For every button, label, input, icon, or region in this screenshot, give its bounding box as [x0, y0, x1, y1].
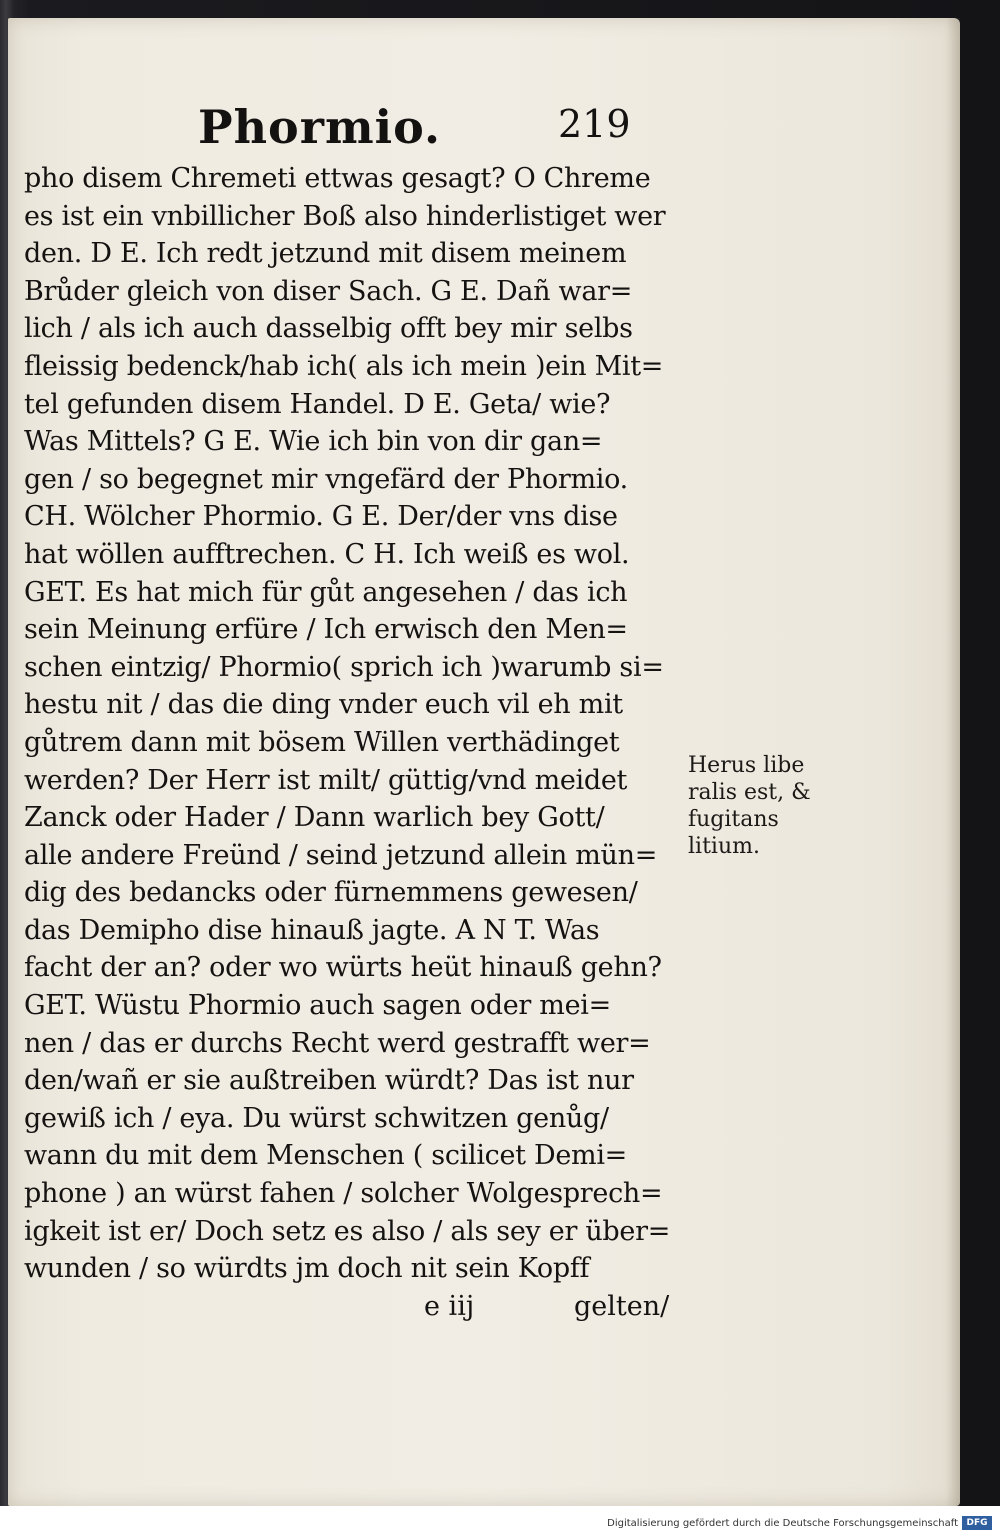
text-line: werden? Der Herr ist milt/ güttig/vnd meidet [24, 764, 628, 796]
text-line: gůtrem dann mit bösem Willen verthädinget [24, 726, 620, 758]
text-line: den. D E. Ich redt jetzund mit disem meinem [24, 238, 627, 270]
text-line: fleissig bedenck/hab ich( als ich mein )ein Mit= [24, 350, 664, 382]
text-line: Brůder gleich von diser Sach. G E. Dañ war= [24, 275, 633, 307]
text-line: wann du mit dem Menschen ( scilicet Demi= [24, 1140, 627, 1172]
text-line: wunden / so würdts jm doch nit sein Kopff [24, 1253, 590, 1285]
page-edge-shadow [946, 18, 960, 1506]
body-text [24, 160, 684, 1325]
running-head: Phormio. [198, 100, 441, 154]
text-line: den/wañ er sie außtreiben würdt? Das ist nur [24, 1065, 634, 1097]
footer-line [24, 1288, 684, 1326]
text-line: gen / so begegnet mir vngefärd der Phormio. [24, 463, 628, 495]
funding-credit: Digitalisierung gefördert durch die Deutsche Forschungsgemeinschaft [607, 1518, 958, 1529]
text-line: igkeit ist er/ Doch setz es also / als sey er über= [24, 1215, 671, 1247]
text-line: sein Meinung erfüre / Ich erwisch den Men= [24, 614, 628, 646]
text-line: Zanck oder Hader / Dann warlich bey Gott/ [24, 802, 605, 834]
marginal-note-line: litium. [688, 834, 760, 859]
text-line: schen eintzig/ Phormio( sprich ich )warumb si= [24, 651, 664, 683]
signature-mark: e iij [424, 1290, 475, 1322]
catchword: gelten/ [574, 1290, 670, 1322]
text-line: dig des bedancks oder fürnemmens gewesen/ [24, 877, 638, 909]
text-line: alle andere Freünd / seind jetzund allein mün= [24, 839, 658, 871]
marginal-note-line: fugitans [688, 807, 779, 832]
marginal-note-line: ralis est, & [688, 780, 811, 805]
text-line: tel gefunden disem Handel. D E. Geta/ wie? [24, 388, 611, 420]
text-line: lich / als ich auch dasselbig offt bey mir selbs [24, 313, 633, 345]
text-line: hestu nit / das die ding vnder euch vil eh mit [24, 689, 623, 721]
marginal-note-line: Herus libe [688, 753, 805, 778]
text-line: gewiß ich / eya. Du würst schwitzen genůg/ [24, 1102, 609, 1134]
text-line: CH. Wölcher Phormio. G E. Der/der vns dise [24, 501, 618, 533]
page-header [198, 100, 638, 160]
text-line: nen / das er durchs Recht werd gestrafft wer= [24, 1027, 651, 1059]
text-line: das Demipho dise hinauß jagte. A N T. Was [24, 914, 600, 946]
text-line: GET. Wüstu Phormio auch sagen oder mei= [24, 990, 611, 1022]
text-line: facht der an? oder wo würts heüt hinauß gehn? [24, 952, 662, 984]
text-line: Was Mittels? G E. Wie ich bin von dir gan= [24, 426, 603, 458]
text-line: hat wöllen aufftrechen. C H. Ich weiß es wol. [24, 538, 630, 570]
dfg-logo: DFG [962, 1516, 992, 1530]
page-number: 219 [558, 102, 631, 146]
text-line: GET. Es hat mich für gůt angesehen / das ich [24, 576, 628, 608]
text-line: pho disem Chremeti ettwas gesagt? O Chreme [24, 163, 651, 194]
text-line: es ist ein vnbillicher Boß also hinderlistiget wer [24, 200, 666, 232]
marginal-note [688, 752, 838, 860]
text-line: phone ) an würst fahen / solcher Wolgesprech= [24, 1178, 663, 1210]
